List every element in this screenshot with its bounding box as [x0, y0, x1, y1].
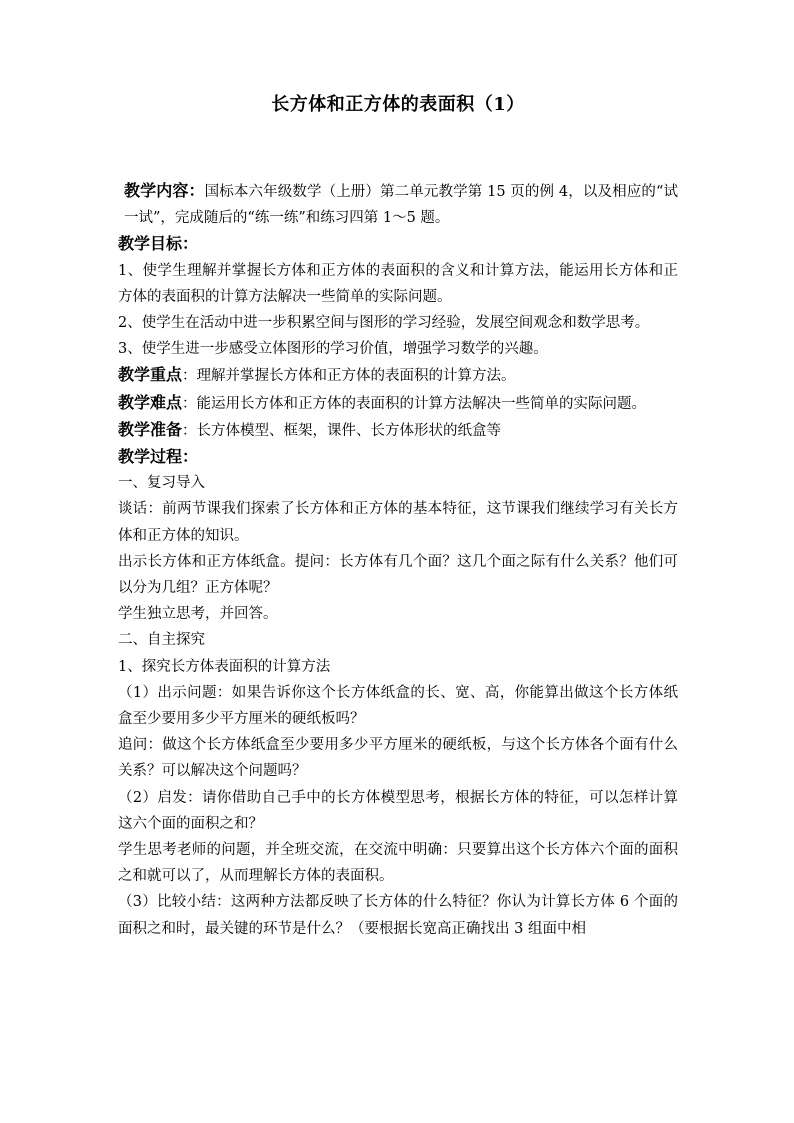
paragraph: 追问：做这个长方体纸盒至少要用多少平方厘米的硬纸板，与这个长方体各个面有什么关系？可以解决这个问题吗？	[118, 737, 678, 780]
process-heading: 教学过程：	[118, 447, 199, 467]
goal-item: 3、使学生进一步感受立体图形的学习价值，增强学习数学的兴趣。	[118, 341, 548, 358]
paragraph: 谈话：前两节课我们探索了长方体和正方体的基本特征，这节课我们继续学习有关长方体和正方体的知识。	[118, 501, 678, 544]
document-title: 长方体和正方体的表面积（1）	[271, 94, 525, 115]
teaching-key-point	[118, 362, 678, 389]
paragraph: 出示长方体和正方体纸盒。提问：长方体有几个面？这几个面之际有什么关系？他们可以分为几组？正方体呢？	[118, 553, 678, 597]
paragraph: （3）比较小结：这两种方法都反映了长方体的什么特征？你认为计算长方体 6 个面的面积之和时，最关键的环节是什么？（要根据长宽高正确找出 3 组面中相	[118, 894, 678, 937]
key-point-text: ：理解并掌握长方体和正方体的表面积的计算方法。	[182, 368, 516, 385]
teaching-content	[118, 178, 678, 231]
key-point-label: 教学重点	[118, 365, 183, 385]
teaching-difficulty	[118, 390, 678, 417]
subsection-heading: 1、探究长方体表面积的计算方法	[118, 658, 331, 675]
goal-item: 2、使学生在活动中进一步积累空间与图形的学习经验，发展空间观念和数学思考。	[118, 315, 650, 332]
goals-heading: 教学目标：	[118, 234, 199, 254]
difficulty-label: 教学难点	[118, 392, 183, 412]
section-heading: 二、自主探究	[118, 632, 205, 649]
paragraph: 学生独立思考，并回答。	[118, 606, 278, 623]
difficulty-text: ：能运用长方体和正方体的表面积的计算方法解决一些简单的实际问题。	[182, 395, 647, 412]
preparation-text: ：长方体模型、框架，课件、长方体形状的纸盒等	[182, 422, 502, 439]
teaching-preparation	[118, 417, 678, 444]
section-heading: 一、复习导入	[118, 475, 205, 492]
document-page	[118, 92, 678, 942]
teaching-content-label: 教学内容：	[124, 181, 205, 200]
paragraph: 学生思考老师的问题，并全班交流，在交流中明确：只要算出这个长方体六个面的面积之和就可以了，从而理解长方体的表面积。	[118, 842, 678, 885]
paragraph: （2）启发：请你借助自己手中的长方体模型思考，根据长方体的特征，可以怎样计算这六个面的面积之和？	[118, 789, 678, 832]
goal-item: 1、使学生理解并掌握长方体和正方体的表面积的含义和计算方法，能运用长方体和正方体的表面积的计算方法解决一些简单的实际问题。	[118, 262, 678, 305]
paragraph: （1）出示问题：如果告诉你这个长方体纸盒的长、宽、高，你能算出做这个长方体纸盒至少要用多少平方厘米的硬纸板吗？	[118, 684, 678, 728]
preparation-label: 教学准备	[118, 419, 183, 439]
teaching-content-text: 国标本六年级数学（上册）第二单元教学第 15 页的例 4，以及相应的“试一试”，完成随后的“练一练”和练习四第 1～5 题。	[124, 184, 678, 227]
